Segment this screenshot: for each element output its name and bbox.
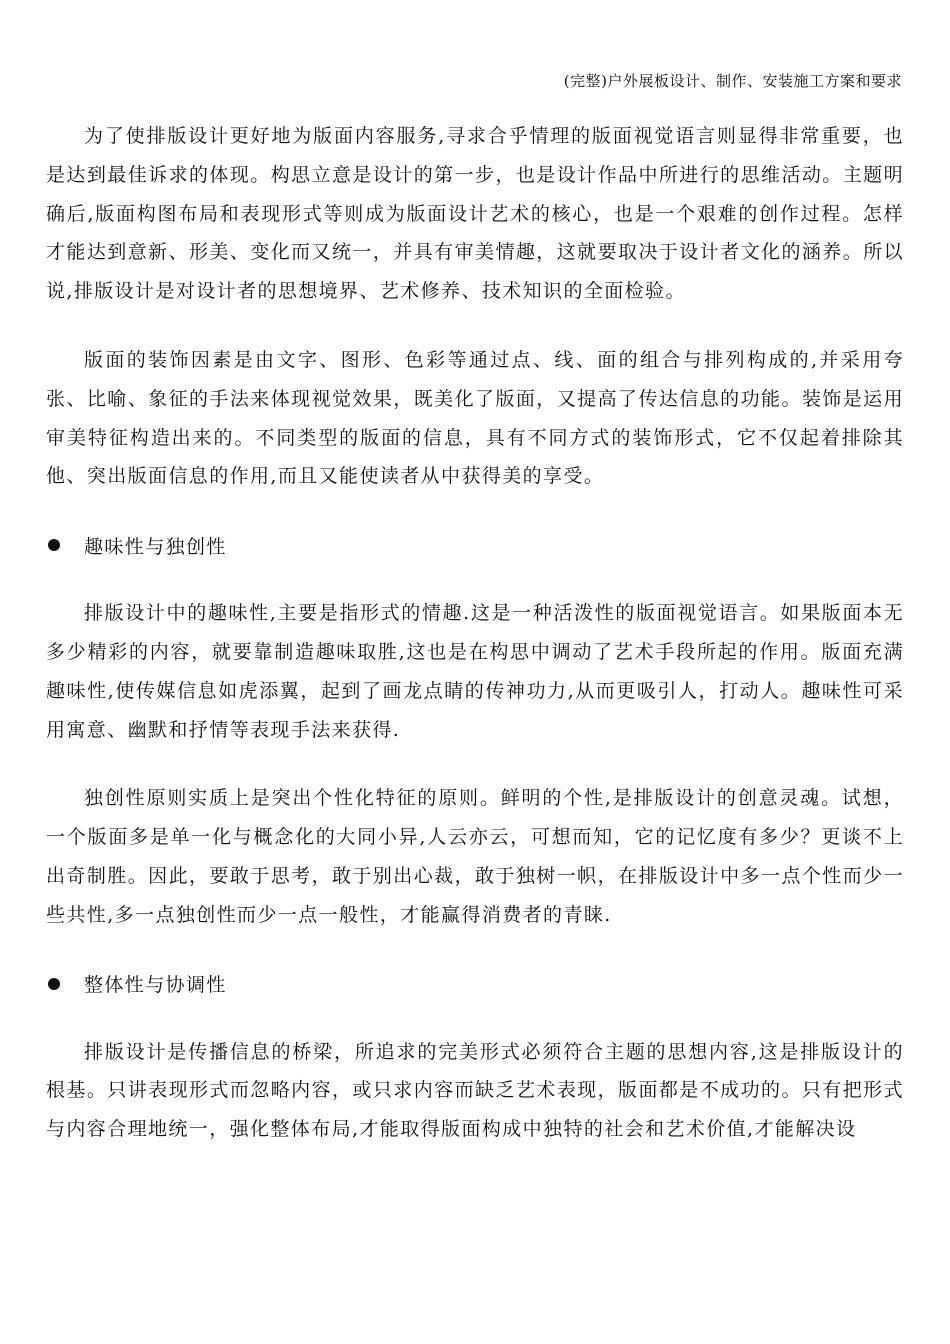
bullet-dot-icon <box>48 978 60 990</box>
bullet-dot-icon <box>48 539 60 551</box>
paragraph-originality: 独创性原则实质上是突出个性化特征的原则。鲜明的个性,是排版设计的创意灵魂。试想，一个版面多是单一化与概念化的大同小异,人云亦云，可想而知，它的记忆度有多少？更谈不上出奇制胜。因此，要敢于思考，敢于别出心裁，敢于独树一帜，在排版设计中多一点个性而少一些共性,多一点独创性而少一点一般性，才能赢得消费者的青睐. <box>46 787 904 926</box>
paragraph-layout-purpose: 为了使排版设计更好地为版面内容服务,寻求合乎情理的版面视觉语言则显得非常重要，也是达到最佳诉求的体现。构思立意是设计的第一步，也是设计作品中所进行的思维活动。主题明确后,版面构图布局和表现形式等则成为版面设计艺术的核心，也是一个艰难的创作过程。怎样才能达到意新、形美、变化而又统一，并具有审美情趣，这就要取决于设计者文化的涵养。所以说,排版设计是对设计者的思想境界、艺术修养、技术知识的全面检验。 <box>46 125 904 303</box>
section-heading-label: 整体性与协调性 <box>84 974 227 997</box>
paragraph-spacer <box>46 1003 904 1033</box>
paragraph-spacer <box>46 496 904 526</box>
paragraph-decoration: 版面的装饰因素是由文字、图形、色彩等通过点、线、面的组合与排列构成的,并采用夸张、比喻、象征的手法来体现视觉效果，既美化了版面，又提高了传达信息的功能。装饰是运用审美特征构造出来的。不同类型的版面的信息，具有不同方式的装饰形式，它不仅起着排除其他、突出版面信息的作用,而且又能使读者从中获得美的享受。 <box>46 348 904 488</box>
page-header-title: (完整)户外展板设计、制作、安装施工方案和要求 <box>563 72 902 90</box>
paragraph-spacer <box>46 935 904 965</box>
paragraph-interest: 排版设计中的趣味性,主要是指形式的情趣.这是一种活泼性的版面视觉语言。如果版面本无多少精彩的内容，就要靠制造趣味取胜,这也是在构思中调动了艺术手段所起的作用。版面充满趣味性,使传媒信息如虎添翼，起到了画龙点睛的传神功力,从而更吸引人，打动人。趣味性可采用寓意、幽默和抒情等表现手法来获得. <box>46 602 904 741</box>
paragraph-spacer <box>46 749 904 779</box>
section-heading-interest-originality <box>46 526 904 564</box>
section-heading-integrity-coordination <box>46 965 904 1003</box>
section-heading-label: 趣味性与独创性 <box>84 535 227 558</box>
paragraph-spacer <box>46 564 904 594</box>
paragraph-integrity: 排版设计是传播信息的桥梁，所追求的完美形式必须符合主题的思想内容,这是排版设计的根基。只讲表现形式而忽略内容，或只求内容而缺乏艺术表现，版面都是不成功的。只有把形式与内容合理地统一，强化整体布局,才能取得版面构成中独特的社会和艺术价值,才能解决设 <box>46 1040 904 1141</box>
paragraph-spacer <box>46 311 904 341</box>
document-body <box>46 117 904 1149</box>
